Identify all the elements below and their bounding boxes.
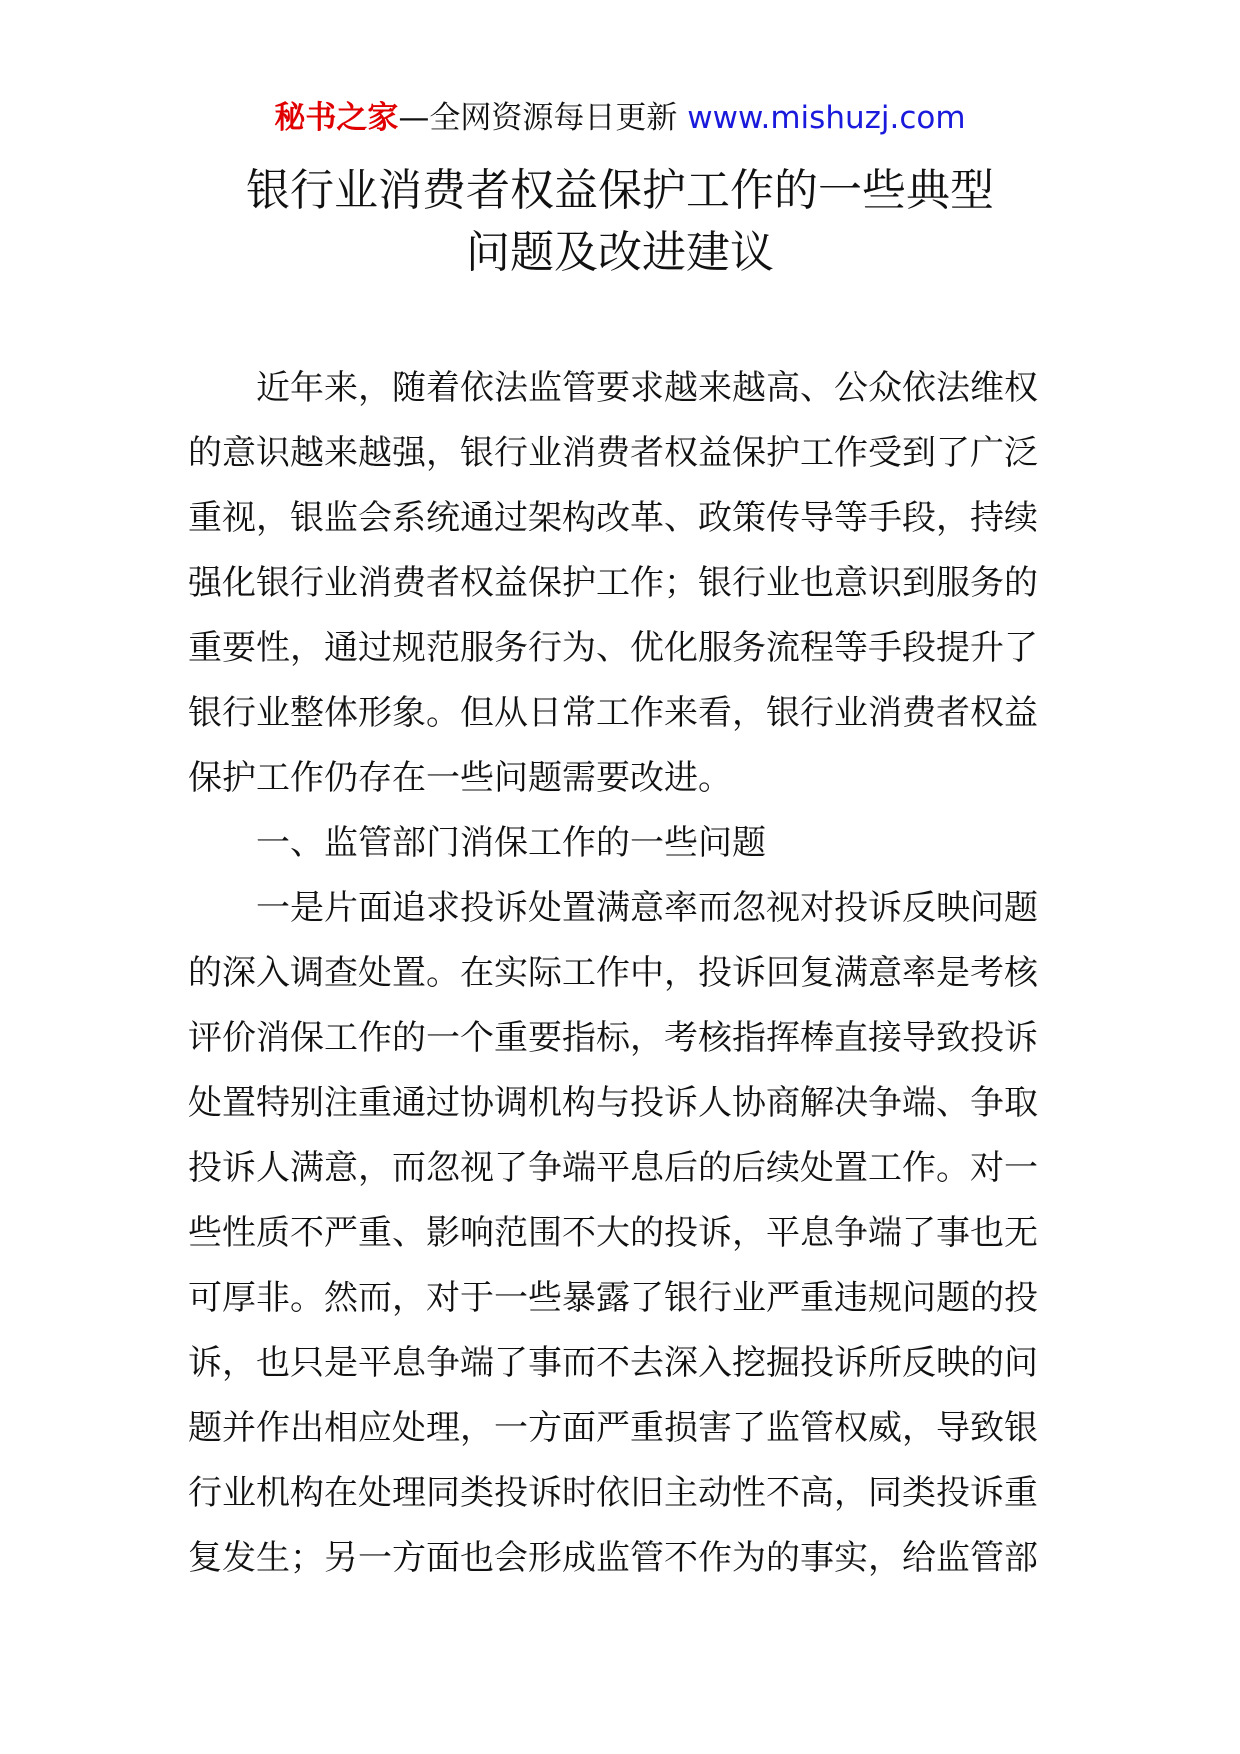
title-line-1: 银行业消费者权益保护工作的一些典型 bbox=[246, 165, 994, 216]
text-line: 评价消保工作的一个重要指标，考核指挥棒直接导致投诉 bbox=[188, 1018, 1038, 1058]
banner-tagline: —全网资源每日更新 bbox=[398, 100, 688, 136]
text-line: 的深入调查处置。在实际工作中，投诉回复满意率是考核 bbox=[188, 953, 1038, 993]
section-heading bbox=[188, 811, 1058, 876]
text-line: 投诉人满意，而忽视了争端平息后的后续处置工作。对一 bbox=[188, 1148, 1038, 1188]
text-line: 强化银行业消费者权益保护工作；银行业也意识到服务的 bbox=[188, 563, 1038, 603]
document-body bbox=[188, 356, 1058, 1591]
text-line: 些性质不严重、影响范围不大的投诉，平息争端了事也无 bbox=[188, 1213, 1038, 1253]
text-line: 保护工作仍存在一些问题需要改进。 bbox=[188, 758, 732, 798]
text-line: 行业机构在处理同类投诉时依旧主动性不高，同类投诉重 bbox=[188, 1473, 1038, 1513]
site-banner bbox=[0, 98, 1240, 138]
title-line-2: 问题及改进建议 bbox=[466, 227, 774, 278]
document-title bbox=[0, 160, 1240, 284]
text-line: 重视，银监会系统通过架构改革、政策传导等手段，持续 bbox=[188, 498, 1038, 538]
text-line: 题并作出相应处理，一方面严重损害了监管权威，导致银 bbox=[188, 1408, 1038, 1448]
section-heading-text: 一、监管部门消保工作的一些问题 bbox=[256, 823, 766, 863]
text-line: 诉，也只是平息争端了事而不去深入挖掘投诉所反映的问 bbox=[188, 1343, 1038, 1383]
point-one-paragraph bbox=[188, 876, 1058, 1591]
intro-paragraph bbox=[188, 356, 1058, 811]
text-line: 一是片面追求投诉处置满意率而忽视对投诉反映问题 bbox=[256, 888, 1038, 928]
site-url-link[interactable]: www.mishuzj.com bbox=[687, 100, 966, 136]
text-line: 复发生；另一方面也会形成监管不作为的事实，给监管部 bbox=[188, 1538, 1038, 1578]
text-line: 重要性，通过规范服务行为、优化服务流程等手段提升了 bbox=[188, 628, 1038, 668]
text-line: 近年来，随着依法监管要求越来越高、公众依法维权 bbox=[256, 368, 1038, 408]
text-line: 银行业整体形象。但从日常工作来看，银行业消费者权益 bbox=[188, 693, 1038, 733]
text-line: 处置特别注重通过协调机构与投诉人协商解决争端、争取 bbox=[188, 1083, 1038, 1123]
brand-name: 秘书之家 bbox=[274, 100, 399, 136]
text-line: 可厚非。然而，对于一些暴露了银行业严重违规问题的投 bbox=[188, 1278, 1038, 1318]
text-line: 的意识越来越强，银行业消费者权益保护工作受到了广泛 bbox=[188, 433, 1038, 473]
